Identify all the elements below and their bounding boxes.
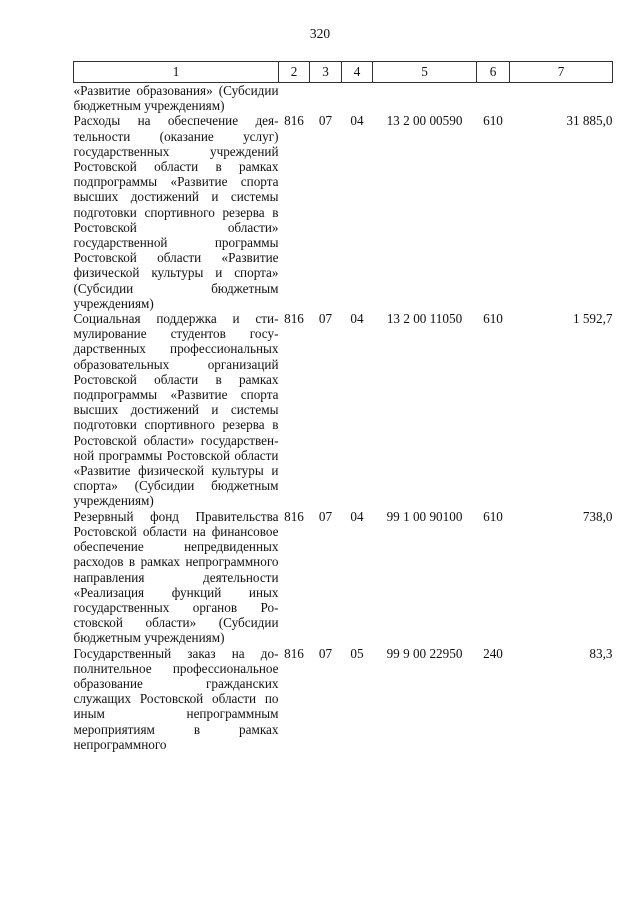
row-description: Резервный фонд Правительства Ростовской области на финансовое обеспечение непредвиденных расходов в рамках непрограммного направления деятельности «Реализация функций иных государственных органов Ростовской области» (Субсидии бюджетным учреждениям) xyxy=(73,508,279,646)
budget-table xyxy=(73,61,613,752)
table-row xyxy=(74,113,613,311)
row-ministry: 816 xyxy=(284,508,304,524)
row-target: 13 2 00 00590 xyxy=(386,113,463,129)
row-amount xyxy=(510,83,613,114)
table-row xyxy=(74,83,613,114)
row-subsection: 05 xyxy=(350,645,364,661)
col-header-4: 4 xyxy=(342,62,373,83)
row-subsection: 04 xyxy=(350,508,364,524)
row-section: 07 xyxy=(318,113,333,129)
row-subsection: 04 xyxy=(350,113,364,129)
row-target: 13 2 00 11050 xyxy=(386,311,463,327)
row-section: 07 xyxy=(318,645,333,661)
row-ministry: 816 xyxy=(284,645,304,661)
row-subsection: 04 xyxy=(350,311,364,327)
row-amount: 31 885,0 xyxy=(566,113,613,129)
row-type: 240 xyxy=(483,645,503,661)
row-description: «Развитие образования» (Субсидии бюджетным учреждениям) xyxy=(73,83,279,114)
row-description: Государственный заказ на дополнительное профессиональное образование гражданских служащих Ростовской области по иным непрограммным мероприятиям в рамках непрограммного xyxy=(73,645,279,752)
col-header-2: 2 xyxy=(279,62,310,83)
col-header-6: 6 xyxy=(477,62,510,83)
row-target xyxy=(373,83,477,114)
row-ministry xyxy=(279,83,310,114)
table-row xyxy=(74,646,613,752)
row-type: 610 xyxy=(483,311,503,327)
header-row xyxy=(74,62,613,83)
row-section xyxy=(310,83,342,114)
row-section: 07 xyxy=(318,311,333,327)
row-subsection xyxy=(342,83,373,114)
col-header-3: 3 xyxy=(310,62,342,83)
row-target: 99 9 00 22950 xyxy=(386,645,463,661)
row-ministry: 816 xyxy=(284,113,304,129)
row-amount: 83,3 xyxy=(589,645,613,661)
row-type: 610 xyxy=(483,508,503,524)
table-row xyxy=(74,311,613,509)
row-amount: 1 592,7 xyxy=(572,311,613,327)
row-target: 99 1 00 90100 xyxy=(386,508,463,524)
row-description: Расходы на обеспечение деятельности (оказание услуг) государственных учреждений Ростовской области в рамках подпрограммы «Развитие спорта высших достижений и системы подготовки спортивного резерва в Ростовской области» государственной программы Ростовской области «Развитие физической культуры и спорта» (Субсидии бюджетным учреждениям) xyxy=(73,113,279,311)
row-ministry: 816 xyxy=(284,311,304,327)
row-type: 610 xyxy=(483,113,503,129)
row-amount: 738,0 xyxy=(582,508,613,524)
col-header-1: 1 xyxy=(74,62,279,83)
row-section: 07 xyxy=(318,508,333,524)
col-header-5: 5 xyxy=(373,62,477,83)
row-type xyxy=(477,83,510,114)
row-description: Социальная поддержка и стимулирование студентов государственных профессиональных образовательных организаций Ростовской области в рамках подпрограммы «Развитие спорта высших достижений и системы подготовки спортивного резерва в Ростовской области» государственной программы Ростовской области «Развитие физической культуры и спорта» (Субсидии бюджетным учреждениям) xyxy=(73,311,279,509)
col-header-7: 7 xyxy=(510,62,613,83)
page-number: 320 xyxy=(309,26,331,41)
table-row xyxy=(74,509,613,646)
